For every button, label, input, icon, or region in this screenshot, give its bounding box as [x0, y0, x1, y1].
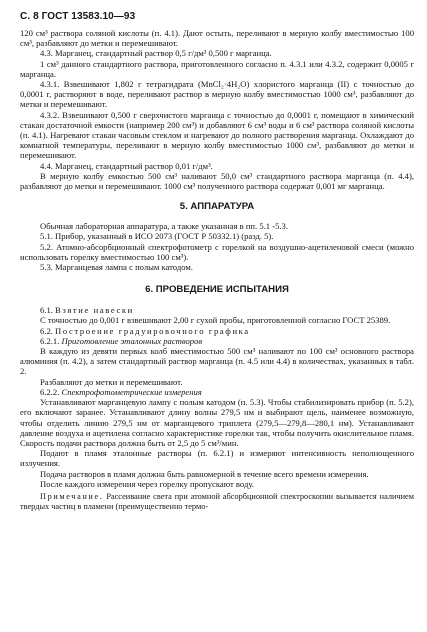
paragraph-6-1: С точностью до 0,001 г взвешивают 2,00 г сухой пробы, приготовленной согласно ГОСТ 25389.	[40, 315, 391, 326]
subsection-6-2-2-title: Спектрофотометрические измерения	[61, 386, 202, 397]
paragraph-6-2-2-d: После каждого измерения через горелку пропускают воду.	[40, 478, 254, 489]
paragraph-4-3: 4.3. Марганец, стандартный раствор 0,5 г/дм³ 0,500 г марганца.	[40, 48, 272, 59]
subsection-6-2-2-heading	[20, 387, 414, 397]
page-content	[20, 28, 414, 512]
paragraph-5-1: 5.1. Прибор, указанный в ИСО 2073 (ГОСТ Р 50332.1) (разд. 5).	[40, 231, 274, 242]
subsection-6-1-title: Взятие навески	[55, 305, 134, 316]
paragraph-4-4: 4.4. Марганец, стандартный раствор 0,01 г/дм³.	[40, 160, 213, 171]
page-header: С. 8 ГОСТ 13583.10—93	[20, 11, 136, 22]
paragraph-4-3-2: 4.3.2. Взвешивают 0,500 г сверхчистого марганца с точностью до 0,0001 г, помещают в химический стакан достаточной емкости (например 200 см³) и добавляют 6 см³ воды и 6 см³ раствора соляной кислоты (п. 4.1). Нагревают стакан часовым стеклом и нагревают до полного растворения марганца. Охлаждают до комнатной температуры, переливают в мерную колбу вместимостью 1000 см³, разбавляют до метки и перемешивают.	[20, 109, 414, 161]
subsection-6-2-2-number: 6.2.2.	[40, 386, 60, 397]
note-text: Рассеивание света при атомной абсорбционной спектроскопии вызывается наличием твердых частиц в пламени (преимущественно термо-	[20, 491, 414, 512]
subsection-6-2-title: Построение градуировочного графика	[55, 325, 250, 336]
subsection-6-2-1-title: Приготовление эталонных растворов	[61, 335, 203, 346]
paragraph-4-4-text: В мерную колбу емкостью 500 см³ наливают 50,0 см³ стандартного раствора марганца (п. 4.4), разбавляют до метки и перемешивают. 1000 см³ полученного раствора содержат 0,001 мг марганца.	[20, 170, 414, 192]
paragraph-6-2-2-b: Подают в пламя эталонные растворы (п. 6.2.1) и измеряют интенсивность неполнощенного излучения.	[20, 448, 414, 469]
paragraph-continuation: 120 см³ раствора соляной кислоты (п. 4.1). Дают остыть, переливают в мерную колбу вместимостью 100 см³, разбавляют до метки и перемешивают.	[20, 28, 414, 49]
paragraph-6-2-1: В каждую из девяти первых колб вместимостью 500 см³ наливают по 100 см³ основного раствора алюминия (п. 4.2), а затем стандартный раствор марганца (п. 4.5 или 4.4) в количествах, указанных в табл. 2.	[20, 346, 414, 377]
subsection-6-1-heading	[20, 305, 414, 315]
subsection-6-2-number: 6.2.	[40, 325, 53, 336]
subsection-6-2-heading	[20, 326, 414, 336]
paragraph-6-2-1-b: Разбавляют до метки и перемешивают.	[40, 376, 183, 387]
paragraph-4-3-1: 4.3.1. Взвешивают 1,802 г тетрагидрата (MnCl₂·4H₂O) хлористого марганца (II) с точностью до 0,0001 г, растворяют в воде, переливают раствор в мерную колбу вместимостью 1000 см³, разбавляют до метки и перемешивают.	[20, 79, 414, 110]
section-5-heading: 5. АППАРАТУРА	[179, 201, 255, 213]
subsection-6-2-1-number: 6.2.1.	[40, 335, 60, 346]
paragraph-5-3: 5.3. Марганцевая лампа с полым катодом.	[40, 262, 193, 273]
paragraph-4-3-note: 1 см³ данного стандартного раствора, приготовленного согласно п. 4.3.1 или 4.3.2, содержит 0,0005 г марганца.	[20, 58, 414, 79]
paragraph-6-2-2: Устанавливают марганцевую лампу с полым катодом (п. 5.3). Чтобы стабилизировать прибор (п. 5.2), его включают заранее. Устанавливают длину волны 279,5 нм и выбирают щель, наименее возможную, чтобы отделить линию 279,5 нм от марганцевого триплета (279,5—279,8—280,1 нм). Устанавливают давление воздуха и ацетилена согласно характеристике горелки так, чтобы получить окислительное пламя. Скорость подачи раствора должна быть от 2,5 до 5 см³/мин.	[20, 397, 414, 448]
paragraph-6-2-2-c: Подача растворов в пламя должна быть равномерной в течение всего времени измерения.	[40, 468, 369, 479]
paragraph-5-intro: Обычная лабораторная аппаратура, а также указанная в пп. 5.1 -5.3.	[40, 221, 288, 232]
note-paragraph	[20, 492, 414, 512]
subsection-6-2-1-heading	[20, 336, 414, 346]
note-label: Примечание.	[40, 491, 104, 501]
paragraph-5-2: 5.2. Атомно-абсорбционный спектрофотометр с горелкой на воздушно-ацетиленовой смеси (можно использовать горелку вместимостью 100 см³).	[20, 241, 414, 262]
subsection-6-1-number: 6.1.	[40, 305, 53, 316]
section-6-heading: 6. ПРОВЕДЕНИЕ ИСПЫТАНИЯ	[145, 284, 289, 296]
